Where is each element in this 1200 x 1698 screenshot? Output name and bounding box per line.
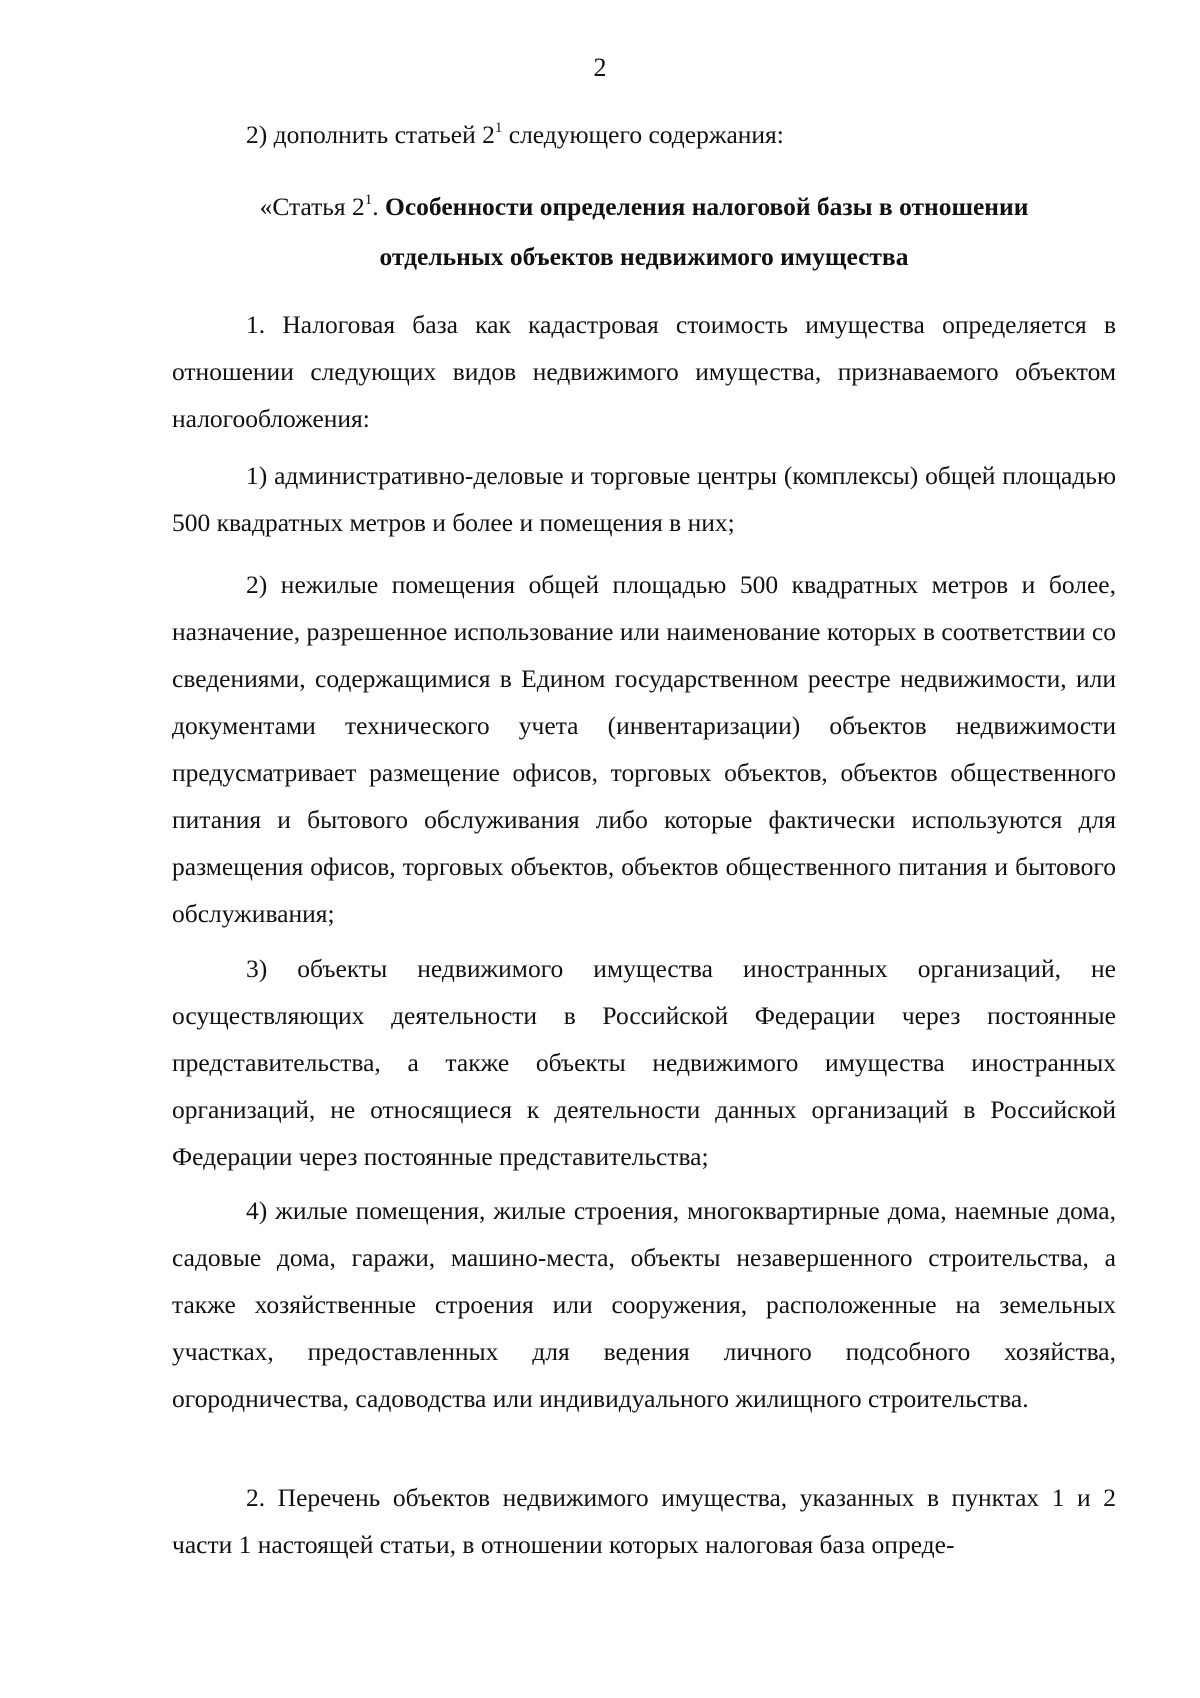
article-heading-superscript: 1 [364, 192, 373, 208]
amendment-intro-suffix: следующего содержания: [502, 120, 784, 149]
paragraph-item-1: 1) административно-деловые и торговые центры (комплексы) общей площадью 500 квадратных метров и более и помещения в них; [172, 461, 1116, 537]
paragraph-part-1: 1. Налоговая база как кадастровая стоимость имущества определяется в отношении следующих видов недвижимого имущества, признаваемого объектом налогообложения: [172, 310, 1116, 433]
paragraph-item-2: 2) нежилые помещения общей площадью 500 квадратных метров и более, назначение, разрешенное использование или наименование которых в соответствии со сведениями, содержащимися в Едином государственном реестре недвижимости, или документами технического учета (инвентаризации) объектов недвижимости предусматривает размещение офисов, торговых объектов, объектов общественного питания и бытового обслуживания либо которые фактически используются для размещения офисов, торговых объектов, объектов общественного питания и бытового обслуживания; [172, 570, 1116, 928]
paragraph-item-3: 3) объекты недвижимого имущества иностранных организаций, не осуществляющих деятельности в Российской Федерации через постоянные представительства, а также объекты недвижимого имущества иностранных организаций, не относящиеся к деятельности данных организаций в Российской Федерации через постоянные представительства; [172, 954, 1116, 1171]
article-title-line-2: отдельных объектов недвижимого имущества [379, 242, 909, 271]
amendment-intro [172, 111, 1116, 158]
article-heading-separator: . [372, 192, 386, 221]
amendment-intro-prefix: 2) дополнить статьей 2 [246, 120, 495, 149]
amendment-intro-superscript: 1 [494, 120, 503, 136]
page-number: 2 [593, 53, 607, 82]
paragraph-part-2: 2. Перечень объектов недвижимого имущества, указанных в пунктах 1 и 2 части 1 настоящей статьи, в отношении которых налоговая база опреде- [172, 1483, 1116, 1559]
article-title-line-1: Особенности определения налоговой базы в отношении [385, 192, 1029, 221]
article-heading [172, 182, 1116, 282]
article-heading-prefix: «Статья 2 [259, 192, 365, 221]
paragraph-item-4: 4) жилые помещения, жилые строения, многоквартирные дома, наемные дома, садовые дома, гаражи, машино-места, объекты незавершенного строительства, а также хозяйственные строения или сооружения, расположенные на земельных участках, предоставленных для ведения личного подсобного хозяйства, огородничества, садоводства или индивидуального жилищного строительства. [172, 1196, 1116, 1413]
